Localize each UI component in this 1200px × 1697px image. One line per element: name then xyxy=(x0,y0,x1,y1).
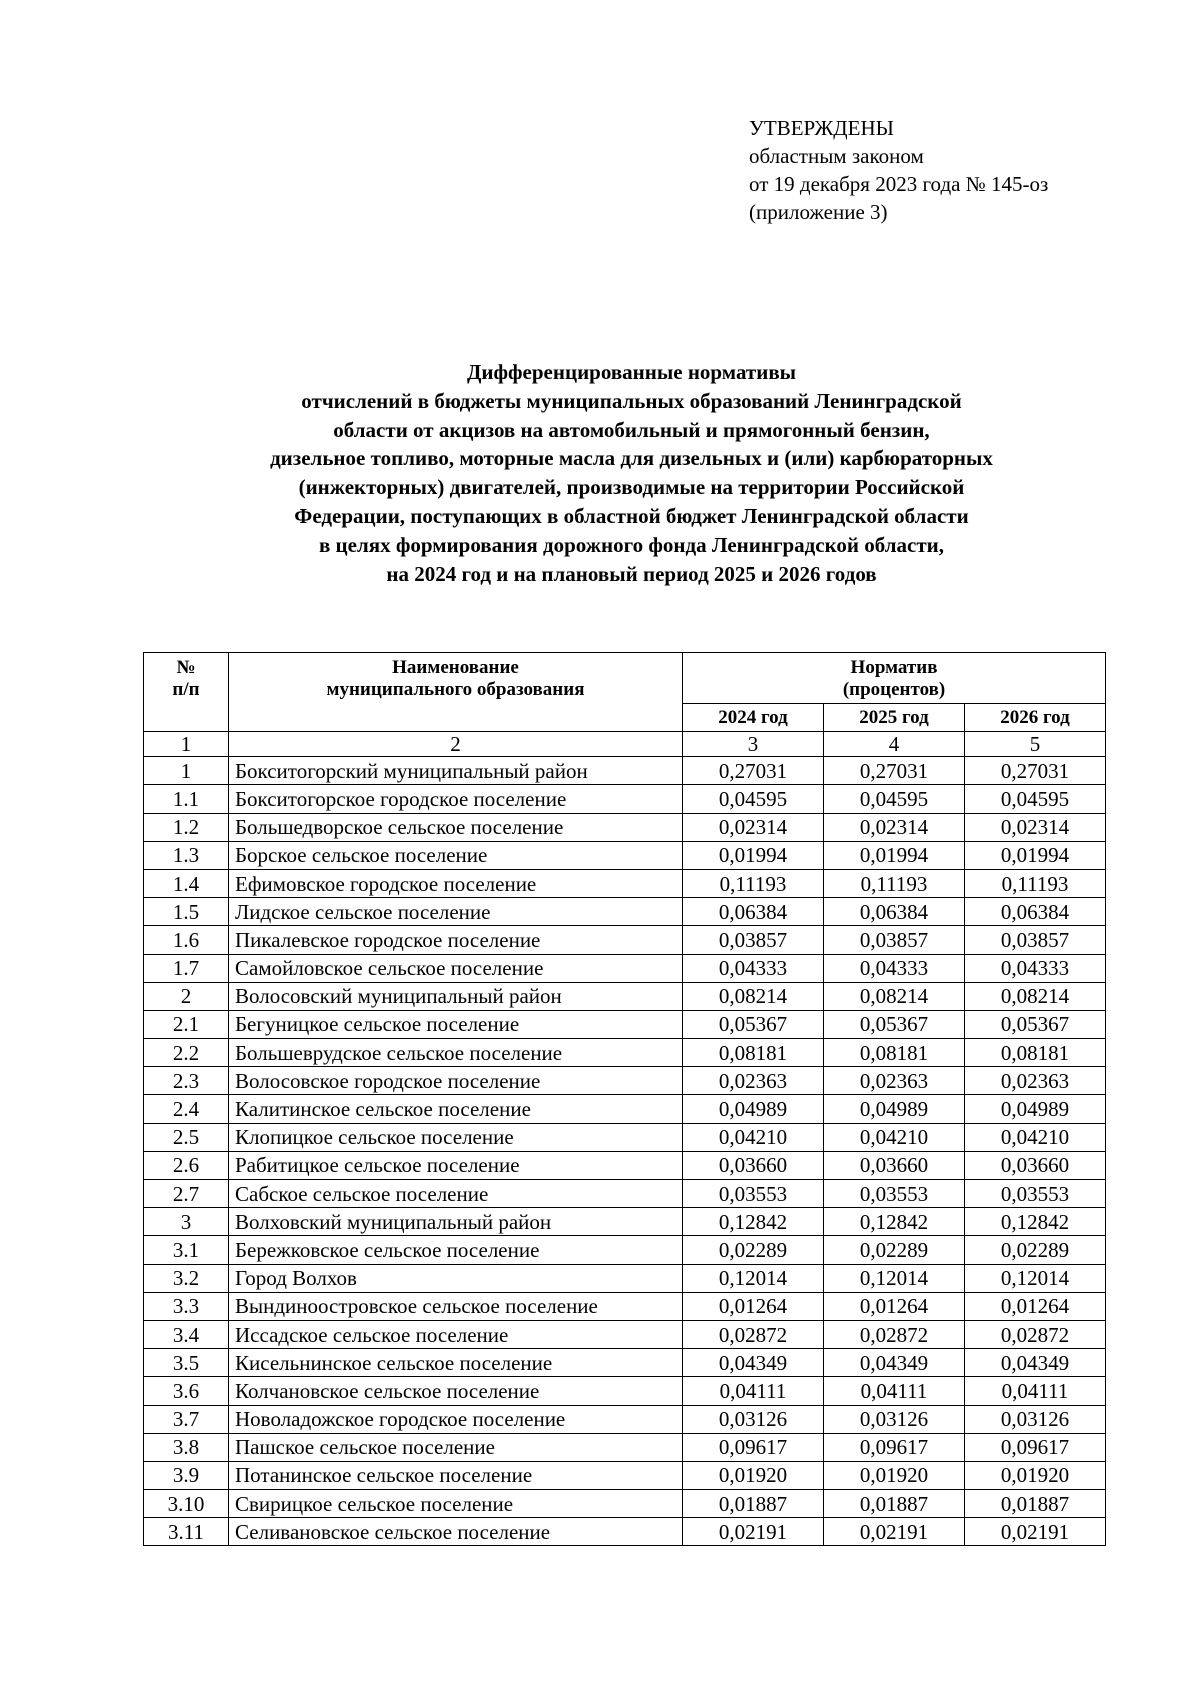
municipality-name: Вындиноостровское сельское поселение xyxy=(229,1292,683,1320)
norm-2024: 0,12842 xyxy=(683,1208,824,1236)
title-line: области от акцизов на автомобильный и прямогонный бензин, xyxy=(333,417,930,442)
municipality-name: Волосовское городское поселение xyxy=(229,1067,683,1095)
row-number: 3.2 xyxy=(144,1264,229,1292)
norm-2025: 0,08214 xyxy=(824,982,965,1010)
row-number: 2.2 xyxy=(144,1039,229,1067)
header-text: п/п xyxy=(172,679,200,700)
norm-2024: 0,04210 xyxy=(683,1123,824,1151)
header-year: 2025 год xyxy=(824,704,965,732)
norm-2024: 0,01264 xyxy=(683,1292,824,1320)
municipality-name: Бегуницкое сельское поселение xyxy=(229,1010,683,1038)
table-row xyxy=(144,785,1106,813)
norm-2025: 0,03126 xyxy=(824,1405,965,1433)
table-row xyxy=(144,954,1106,982)
norm-2025: 0,04595 xyxy=(824,785,965,813)
title-line: Федерации, поступающих в областной бюджет Ленинградской области xyxy=(294,503,969,528)
municipality-name: Бокситогорское городское поселение xyxy=(229,785,683,813)
norm-2025: 0,02289 xyxy=(824,1236,965,1264)
municipality-name: Свирицкое сельское поселение xyxy=(229,1490,683,1518)
norm-2026: 0,03126 xyxy=(965,1405,1106,1433)
norm-2024: 0,04595 xyxy=(683,785,824,813)
norm-2024: 0,03553 xyxy=(683,1180,824,1208)
norm-2024: 0,03126 xyxy=(683,1405,824,1433)
norm-2024: 0,02289 xyxy=(683,1236,824,1264)
norm-2025: 0,03857 xyxy=(824,926,965,954)
column-number: 3 xyxy=(683,732,824,757)
row-number: 1.7 xyxy=(144,954,229,982)
norm-2026: 0,01264 xyxy=(965,1292,1106,1320)
row-number: 1 xyxy=(144,757,229,785)
norm-2026: 0,04595 xyxy=(965,785,1106,813)
header-text: муниципального образования xyxy=(326,679,585,700)
norm-2026: 0,03553 xyxy=(965,1180,1106,1208)
municipality-name: Колчановское сельское поселение xyxy=(229,1377,683,1405)
row-number: 1.6 xyxy=(144,926,229,954)
municipality-name: Клопицкое сельское поселение xyxy=(229,1123,683,1151)
row-number: 1.1 xyxy=(144,785,229,813)
norm-2026: 0,02289 xyxy=(965,1236,1106,1264)
norm-2024: 0,04989 xyxy=(683,1095,824,1123)
municipality-name: Борское сельское поселение xyxy=(229,841,683,869)
norm-2025: 0,06384 xyxy=(824,898,965,926)
municipality-name: Бережковское сельское поселение xyxy=(229,1236,683,1264)
row-number: 3.6 xyxy=(144,1377,229,1405)
norm-2026: 0,02191 xyxy=(965,1518,1106,1546)
table-row xyxy=(144,1208,1106,1236)
row-number: 3.5 xyxy=(144,1349,229,1377)
norm-2026: 0,27031 xyxy=(965,757,1106,785)
row-number: 2 xyxy=(144,982,229,1010)
municipality-name: Потанинское сельское поселение xyxy=(229,1461,683,1489)
norm-2026: 0,04989 xyxy=(965,1095,1106,1123)
norm-2026: 0,04349 xyxy=(965,1349,1106,1377)
row-number: 2.4 xyxy=(144,1095,229,1123)
norm-2025: 0,04349 xyxy=(824,1349,965,1377)
column-number: 2 xyxy=(229,732,683,757)
title-line: дизельное топливо, моторные масла для дизельных и (или) карбюраторных xyxy=(270,446,993,471)
table-row xyxy=(144,813,1106,841)
norm-2026: 0,08214 xyxy=(965,982,1106,1010)
norm-2025: 0,11193 xyxy=(824,869,965,897)
municipality-name: Новоладожское городское поселение xyxy=(229,1405,683,1433)
norm-2026: 0,04210 xyxy=(965,1123,1106,1151)
table-row xyxy=(144,1151,1106,1179)
norm-2025: 0,03660 xyxy=(824,1151,965,1179)
municipality-name: Сабское сельское поселение xyxy=(229,1180,683,1208)
norm-2024: 0,08181 xyxy=(683,1039,824,1067)
row-number: 2.1 xyxy=(144,1010,229,1038)
municipality-name: Большедворское сельское поселение xyxy=(229,813,683,841)
header-year: 2026 год xyxy=(965,704,1106,732)
row-number: 3.1 xyxy=(144,1236,229,1264)
norm-2024: 0,27031 xyxy=(683,757,824,785)
header-text: (процентов) xyxy=(842,679,946,700)
table-row xyxy=(144,869,1106,897)
table-row xyxy=(144,1264,1106,1292)
title-line: на 2024 год и на плановый период 2025 и 2026 годов xyxy=(386,561,877,586)
table-row xyxy=(144,757,1106,785)
title-line: Дифференцированные нормативы xyxy=(466,360,797,384)
table-row xyxy=(144,1405,1106,1433)
municipality-name: Город Волхов xyxy=(229,1264,683,1292)
table-row xyxy=(144,1433,1106,1461)
norm-2025: 0,01994 xyxy=(824,841,965,869)
municipality-name: Иссадское сельское поселение xyxy=(229,1320,683,1348)
municipality-name: Самойловское сельское поселение xyxy=(229,954,683,982)
norm-2025: 0,12014 xyxy=(824,1264,965,1292)
table-row xyxy=(144,1518,1106,1546)
norm-2024: 0,01994 xyxy=(683,841,824,869)
approval-block xyxy=(749,114,1048,226)
document-title xyxy=(143,358,1120,588)
table-row xyxy=(144,1461,1106,1489)
norm-2025: 0,12842 xyxy=(824,1208,965,1236)
norm-2026: 0,12014 xyxy=(965,1264,1106,1292)
column-number: 4 xyxy=(824,732,965,757)
table-row xyxy=(144,1123,1106,1151)
municipality-name: Волховский муниципальный район xyxy=(229,1208,683,1236)
table-row xyxy=(144,1292,1106,1320)
norm-2025: 0,09617 xyxy=(824,1433,965,1461)
municipality-name: Большеврудское сельское поселение xyxy=(229,1039,683,1067)
row-number: 2.5 xyxy=(144,1123,229,1151)
row-number: 1.3 xyxy=(144,841,229,869)
norm-2026: 0,04111 xyxy=(965,1377,1106,1405)
norm-2026: 0,02872 xyxy=(965,1320,1106,1348)
norm-2024: 0,02314 xyxy=(683,813,824,841)
norm-2024: 0,04349 xyxy=(683,1349,824,1377)
table-row xyxy=(144,1067,1106,1095)
norm-2025: 0,02314 xyxy=(824,813,965,841)
norm-2024: 0,05367 xyxy=(683,1010,824,1038)
row-number: 3.9 xyxy=(144,1461,229,1489)
norm-2024: 0,12014 xyxy=(683,1264,824,1292)
norm-2026: 0,03857 xyxy=(965,926,1106,954)
row-number: 3 xyxy=(144,1208,229,1236)
approval-line: областным законом xyxy=(749,144,924,168)
municipality-name: Калитинское сельское поселение xyxy=(229,1095,683,1123)
table-row xyxy=(144,1095,1106,1123)
norm-2026: 0,06384 xyxy=(965,898,1106,926)
row-number: 3.10 xyxy=(144,1490,229,1518)
municipality-name: Пикалевское городское поселение xyxy=(229,926,683,954)
header-text: № xyxy=(176,657,196,678)
norm-2024: 0,02363 xyxy=(683,1067,824,1095)
table-row xyxy=(144,1349,1106,1377)
norm-2025: 0,01920 xyxy=(824,1461,965,1489)
header-name xyxy=(229,653,683,732)
municipality-name: Бокситогорский муниципальный район xyxy=(229,757,683,785)
approval-line: (приложение 3) xyxy=(749,200,888,224)
approval-line: УТВЕРЖДЕНЫ xyxy=(749,116,894,140)
norm-2026: 0,09617 xyxy=(965,1433,1106,1461)
row-number: 1.5 xyxy=(144,898,229,926)
municipality-name: Селивановское сельское поселение xyxy=(229,1518,683,1546)
header-number xyxy=(144,653,229,732)
row-number: 3.7 xyxy=(144,1405,229,1433)
norm-2026: 0,08181 xyxy=(965,1039,1106,1067)
norm-2026: 0,04333 xyxy=(965,954,1106,982)
norm-2025: 0,04111 xyxy=(824,1377,965,1405)
norm-2024: 0,09617 xyxy=(683,1433,824,1461)
norm-2026: 0,03660 xyxy=(965,1151,1106,1179)
row-number: 3.4 xyxy=(144,1320,229,1348)
municipality-name: Лидское сельское поселение xyxy=(229,898,683,926)
norm-2024: 0,03660 xyxy=(683,1151,824,1179)
table-row xyxy=(144,1236,1106,1264)
norm-2024: 0,08214 xyxy=(683,982,824,1010)
norm-2024: 0,06384 xyxy=(683,898,824,926)
row-number: 2.7 xyxy=(144,1180,229,1208)
norm-2024: 0,01920 xyxy=(683,1461,824,1489)
header-norm xyxy=(683,653,1106,704)
title-line: в целях формирования дорожного фонда Ленинградской области, xyxy=(318,532,945,557)
header-text: Норматив xyxy=(850,657,938,678)
table-row xyxy=(144,926,1106,954)
norm-2024: 0,04333 xyxy=(683,954,824,982)
table-row xyxy=(144,1039,1106,1067)
norm-2025: 0,03553 xyxy=(824,1180,965,1208)
row-number: 1.2 xyxy=(144,813,229,841)
norm-2025: 0,01264 xyxy=(824,1292,965,1320)
norm-2024: 0,01887 xyxy=(683,1490,824,1518)
norm-2025: 0,01887 xyxy=(824,1490,965,1518)
norm-2024: 0,02191 xyxy=(683,1518,824,1546)
row-number: 3.3 xyxy=(144,1292,229,1320)
row-number: 2.3 xyxy=(144,1067,229,1095)
municipality-name: Рабитицкое сельское поселение xyxy=(229,1151,683,1179)
column-number: 1 xyxy=(144,732,229,757)
norm-2026: 0,05367 xyxy=(965,1010,1106,1038)
table-row xyxy=(144,841,1106,869)
row-number: 1.4 xyxy=(144,869,229,897)
title-line: отчислений в бюджеты муниципальных образований Ленинградской xyxy=(301,388,962,413)
title-line: (инжекторных) двигателей, производимые на территории Российской xyxy=(298,475,965,500)
table-row xyxy=(144,1320,1106,1348)
municipality-name: Пашское сельское поселение xyxy=(229,1433,683,1461)
column-number: 5 xyxy=(965,732,1106,757)
row-number: 3.8 xyxy=(144,1433,229,1461)
table-row xyxy=(144,1377,1106,1405)
norm-2024: 0,11193 xyxy=(683,869,824,897)
table-row xyxy=(144,982,1106,1010)
norm-2026: 0,01920 xyxy=(965,1461,1106,1489)
table-row xyxy=(144,1490,1106,1518)
norm-2026: 0,01887 xyxy=(965,1490,1106,1518)
norm-2025: 0,02872 xyxy=(824,1320,965,1348)
norm-2025: 0,04210 xyxy=(824,1123,965,1151)
header-year: 2024 год xyxy=(683,704,824,732)
norm-2025: 0,05367 xyxy=(824,1010,965,1038)
norm-2026: 0,12842 xyxy=(965,1208,1106,1236)
table-row xyxy=(144,1010,1106,1038)
norm-2024: 0,02872 xyxy=(683,1320,824,1348)
header-text: Наименование xyxy=(392,657,519,678)
norm-2024: 0,03857 xyxy=(683,926,824,954)
norm-2026: 0,11193 xyxy=(965,869,1106,897)
row-number: 3.11 xyxy=(144,1518,229,1546)
approval-line: от 19 декабря 2023 года № 145-оз xyxy=(749,172,1049,196)
table-row xyxy=(144,898,1106,926)
norm-2025: 0,02363 xyxy=(824,1067,965,1095)
norm-2025: 0,08181 xyxy=(824,1039,965,1067)
norm-2025: 0,04989 xyxy=(824,1095,965,1123)
norm-2026: 0,01994 xyxy=(965,841,1106,869)
row-number: 2.6 xyxy=(144,1151,229,1179)
norm-2026: 0,02363 xyxy=(965,1067,1106,1095)
norm-2025: 0,02191 xyxy=(824,1518,965,1546)
norm-2026: 0,02314 xyxy=(965,813,1106,841)
municipality-name: Кисельнинское сельское поселение xyxy=(229,1349,683,1377)
norm-2025: 0,04333 xyxy=(824,954,965,982)
table-row xyxy=(144,1180,1106,1208)
norms-table xyxy=(143,652,1106,1546)
municipality-name: Волосовский муниципальный район xyxy=(229,982,683,1010)
municipality-name: Ефимовское городское поселение xyxy=(229,869,683,897)
norm-2024: 0,04111 xyxy=(683,1377,824,1405)
norm-2025: 0,27031 xyxy=(824,757,965,785)
